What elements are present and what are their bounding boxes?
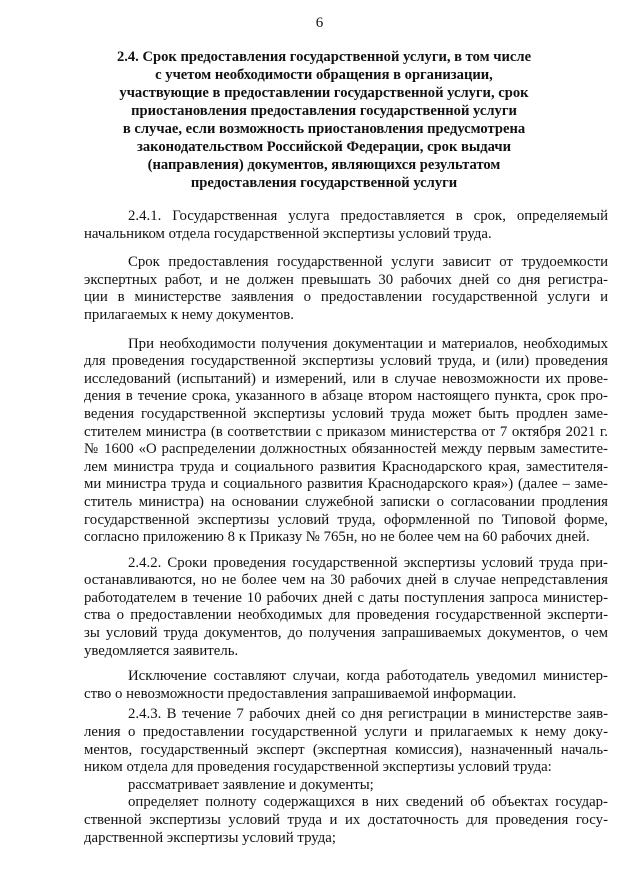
body-text — [84, 208, 608, 847]
heading-line: законодательством Российской Федерации, срок выдачи — [136, 139, 512, 155]
text-line: ство о невозможности предоставления запрашиваемой информации. — [84, 685, 517, 702]
page-number: 6 — [315, 15, 324, 31]
text-line: ления о предоставлении государственной услуги и прилагаемых к нему доку- — [84, 724, 608, 741]
text-line: ником отдела для проведения государственной экспертизы условий труда: — [84, 759, 552, 776]
text-line: 2.4.2. Сроки проведения государственной экспертизы условий труда при- — [128, 554, 608, 571]
text-line: экспертных работ, и не должен превышать 30 рабочих дней со дня регистра- — [84, 271, 608, 288]
text-line: 2.4.1. Государственная услуга предоставляется в срок, определяемый — [128, 208, 608, 224]
text-line: работодателем в течение 10 рабочих дней с даты поступления запроса министер- — [84, 589, 608, 606]
paragraph-2-4-1 — [84, 208, 608, 243]
section-heading — [60, 48, 588, 192]
text-line: зы условий труда документов, до получения запрашиваемых документов, о чем — [84, 625, 608, 642]
paragraph-review-application — [84, 777, 608, 795]
text-line: начальником отдела государственной экспертизы условий труда. — [84, 225, 492, 242]
paragraph-determine-completeness — [84, 794, 608, 847]
text-line: дения в течение срока, указанного в абзаце втором настоящего пункта, срок про- — [84, 388, 608, 405]
text-line: уведомляется заявитель. — [84, 642, 239, 659]
text-line: № 1600 «О распределении должностных обязанностей между первым заместите- — [84, 441, 608, 458]
text-line: определяет полноту содержащихся в них сведений об объектах государ- — [128, 794, 608, 811]
text-line: государственной экспертизы условий труда, оформленной по Типовой форме, — [84, 511, 608, 528]
paragraph-term-extension — [84, 336, 608, 547]
text-line: стителем министра (в соответствии с приказом министерства от 7 октября 2021 г. — [84, 423, 608, 440]
text-line: Срок предоставления государственной услуги зависит от трудоемкости — [128, 254, 608, 271]
text-line: ственной экспертизы условий труда и их достаточность для проведения госу- — [84, 812, 608, 828]
heading-line: предоставления государственной услуги — [190, 175, 458, 191]
text-line: При необходимости получения документации и материалов, необходимых — [128, 335, 608, 352]
text-line: прилагаемых к нему документов. — [84, 306, 294, 323]
heading-line: с учетом необходимости обращения в организации, — [155, 67, 493, 83]
text-line: ведения государственной экспертизы условий труда может быть продлен заме- — [84, 405, 608, 422]
text-line: ции в министерстве заявления о предоставлении государственной услуги и — [84, 289, 608, 306]
text-line: Исключение составляют случаи, когда работодатель уведомил министер- — [128, 668, 608, 685]
paragraph-exception — [84, 668, 608, 703]
paragraph-term-dependency — [84, 254, 608, 324]
paragraph-2-4-2 — [84, 555, 608, 661]
heading-line: 2.4. Срок предоставления государственной услуги, в том числе — [116, 49, 532, 65]
heading-line: (направления) документов, являющихся результатом — [147, 157, 501, 173]
paragraph-2-4-3 — [84, 706, 608, 776]
heading-line: приостановления предоставления государственной услуги — [131, 103, 517, 119]
text-line: ства о предоставлении необходимых для проведения государственной эксперти- — [84, 607, 608, 624]
text-line: для проведения государственной экспертизы условий труда, и (или) проведения — [84, 353, 608, 370]
text-line: 2.4.3. В течение 7 рабочих дней со дня регистрации в министерстве заяв- — [128, 706, 608, 723]
text-line: исследований (испытаний) и измерений, или в случае невозможности их прове- — [84, 370, 608, 387]
text-line: ститель министра) на основании служебной записки о согласовании продления — [84, 493, 608, 510]
text-line: ми министра труда и социального развития Краснодарского края») (далее – заме- — [84, 476, 608, 493]
text-line: рассматривает заявление и документы; — [128, 776, 374, 793]
text-line: ментов, государственный эксперт (экспертная комиссия), назначенный началь- — [84, 741, 608, 758]
heading-line: в случае, если возможность приостановления предусмотрена — [122, 121, 526, 137]
text-line: согласно приложению 8 к Приказу № 765н, но не более чем на 60 рабочих дней. — [84, 529, 590, 546]
text-line: лем министра труда и социального развития Краснодарского края, заместителя- — [84, 458, 608, 475]
text-line: дарственной экспертизы условий труда; — [84, 829, 336, 846]
heading-line: участвующие в предоставлении государственной услуги, срок — [119, 85, 529, 101]
text-line: останавливаются, но не более чем на 30 рабочих дней в случае непредставления — [84, 572, 608, 589]
